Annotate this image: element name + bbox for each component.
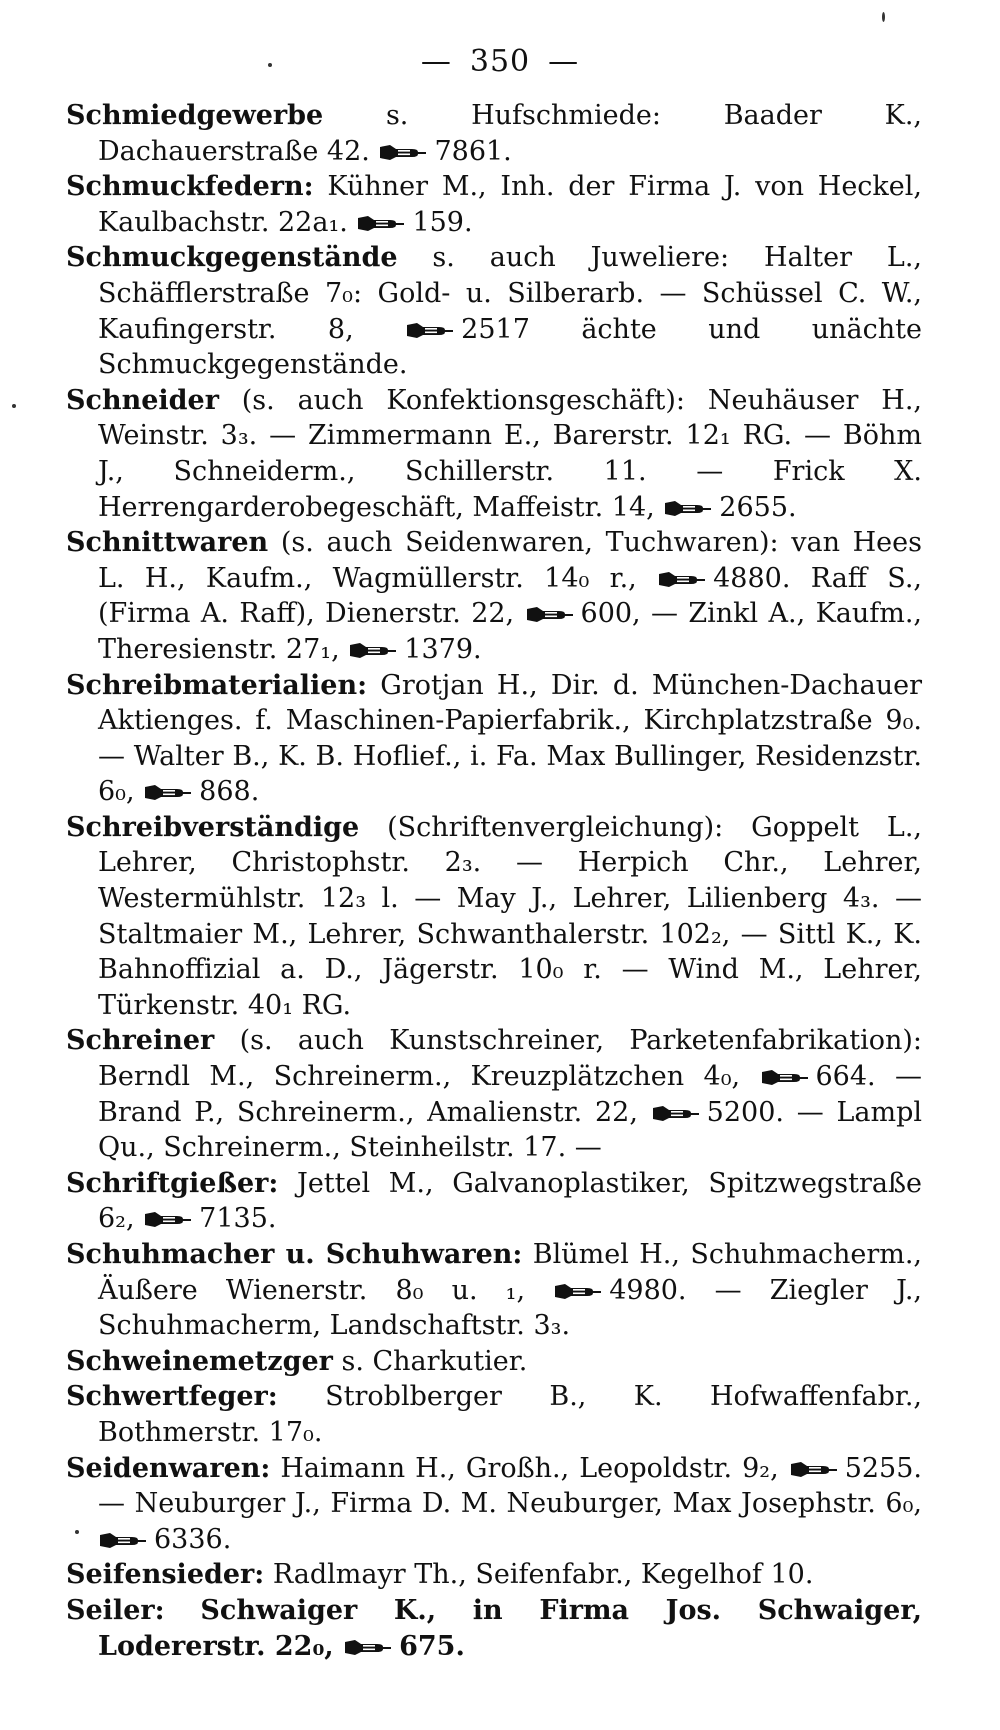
entry-text: 6336. — [154, 1523, 232, 1555]
entry-text: Radlmayr Th., Seifenfabr., Kegelhof 10. — [272, 1559, 814, 1591]
telephone-hand-icon — [553, 1280, 603, 1302]
entry-text: 4880. Raff S., (Firma A. Raff), Dienerstr. 22, — [98, 562, 923, 630]
entry-text: (Schriftenvergleichung): Goppelt L., Lehrer, Christophstr. 2₃. — Herpich Chr., Lehrer, Westermühlstr. 12₃ l. — May J., Lehrer, Lilienberg 4₃. — Staltmaier M., Lehrer, Schwanthalerstr. 102₂, — Sittl K., K. Bahnoffizial a. D., Jägerstr. 10₀ r. — Wind M., Lehrer, Türkenstr. 40₁ RG. — [98, 811, 922, 1021]
entry-heading: Schreibmaterialien: — [66, 669, 368, 701]
print-speck — [882, 12, 885, 22]
entry-text: 868. — [199, 776, 260, 808]
telephone-hand-icon — [143, 781, 193, 803]
entry-heading: Schnittwaren — [66, 527, 269, 559]
directory-entry — [66, 810, 922, 1024]
entry-heading: Schmiedgewerbe — [66, 100, 324, 131]
entry-text: Jettel M., Galvanoplastiker, Spitzwegstraße 6₂, — [98, 1167, 922, 1235]
entry-text: 675. — [399, 1630, 465, 1662]
entry-heading: Schreiner — [66, 1025, 215, 1057]
entry-heading: Schreibverständige — [66, 811, 360, 843]
page-number: 350 — [469, 44, 531, 79]
telephone-hand-icon — [663, 497, 713, 519]
entry-text: s. Charkutier. — [341, 1345, 528, 1377]
directory-entry — [66, 668, 922, 810]
telephone-hand-icon — [657, 568, 707, 590]
entry-heading: Seiler: — [66, 1594, 165, 1626]
entry-text: Kühner M., Inh. der Firma J. von Heckel, Kaulbachstr. 22a₁. — [98, 171, 922, 238]
directory-entry — [66, 1451, 922, 1558]
telephone-hand-icon — [343, 1636, 393, 1658]
entry-text: Grotjan H., Dir. d. München-Dachauer Aktienges. f. Maschinen-Papierfabrik., Kirchplatzstraße 9₀. — Walter B., K. B. Hoflief., i. Fa. Max Bullinger, Residenzstr. 6₀, — [98, 669, 922, 808]
entry-text: Blümel H., Schuhmacherm., Äußere Wienerstr. 8₀ u. ₁, — [98, 1239, 923, 1306]
print-speck — [268, 63, 272, 67]
entry-text: 5255. — Neuburger J., Firma D. M. Neuburger, Max Josephstr. 6₀, — [98, 1452, 922, 1520]
directory-entry — [66, 383, 922, 525]
entry-text: (s. auch Konfektionsgeschäft): Neuhäuser H., Weinstr. 3₃. — Zimmermann E., Barerstr. 12₁ RG. — Böhm J., Schneiderm., Schillerstr. 11. — Frick X. Herrengarderobegeschäft, Maffeistr. 14, — [98, 384, 922, 523]
directory-listing — [66, 98, 922, 1664]
entry-text: s. auch Juweliere: Halter L., Schäfflerstraße 7₀: Gold- u. Silberarb. — Schüssel C. W., Kaufingerstr. 8, — [98, 242, 922, 345]
directory-entry — [66, 1237, 922, 1344]
directory-entry — [66, 98, 922, 169]
directory-entry — [66, 169, 922, 240]
entry-text: 7135. — [199, 1203, 277, 1235]
directory-entry — [66, 1557, 922, 1593]
directory-entry — [66, 1023, 922, 1165]
entry-text: (s. auch Kunstschreiner, Parketenfabrikation): Berndl M., Schreinerm., Kreuzplätzchen 4₀, — [98, 1025, 922, 1093]
directory-entry — [66, 1593, 922, 1664]
directory-entry — [66, 525, 922, 667]
entry-text: Haimann H., Großh., Leopoldstr. 9₂, — [280, 1452, 789, 1484]
entry-heading: Schneider — [66, 384, 219, 416]
header-dash-right: — — [548, 44, 580, 79]
entry-heading: Schmuckgegenstände — [66, 242, 398, 274]
entry-heading: Schwertfeger: — [66, 1381, 278, 1413]
entry-heading: Schmuckfedern: — [66, 171, 314, 203]
directory-entry — [66, 1379, 922, 1450]
telephone-hand-icon — [525, 603, 575, 625]
header-dash-left: — — [420, 44, 452, 79]
entry-text: 2655. — [719, 491, 797, 523]
directory-entry — [66, 1166, 922, 1237]
entry-text: s. Hufschmiede: Baader K., Dachauerstraße 42. — [98, 100, 922, 167]
entry-text: 159. — [412, 206, 473, 238]
entry-heading: Schweinemetzger — [66, 1345, 333, 1377]
entry-text: 664. — Brand P., Schreinerm., Amalienstr. 22, — [98, 1061, 922, 1128]
entry-heading: Schriftgießer: — [66, 1167, 279, 1199]
entry-heading: Schuhmacher u. Schuhwaren: — [66, 1239, 523, 1270]
entry-text: 5200. — Lampl Qu., Schreinerm., Steinheilstr. 17. — — [98, 1096, 922, 1164]
entry-heading: Seidenwaren: — [66, 1452, 271, 1484]
entry-text: 7861. — [434, 135, 512, 167]
telephone-hand-icon — [378, 141, 428, 163]
directory-entry — [66, 240, 922, 382]
entry-heading: Seifensieder: — [66, 1559, 265, 1591]
telephone-hand-icon — [651, 1102, 701, 1124]
telephone-hand-icon — [348, 639, 398, 661]
print-speck — [12, 404, 16, 408]
entry-text: 4980. — Ziegler J., Schuhmacherm, Landschaftstr. 3₃. — [98, 1274, 922, 1342]
entry-text: Stroblberger B., K. Hofwaffenfabr., Bothmerstr. 17₀. — [98, 1381, 922, 1448]
directory-entry — [66, 1344, 922, 1380]
page-header — [0, 44, 1000, 79]
entry-text: 2517 ächte und unächte Schmuckgegenstände. — [98, 313, 922, 381]
telephone-hand-icon — [143, 1208, 193, 1230]
telephone-hand-icon — [789, 1458, 839, 1480]
entry-text: Schwaiger K., in Firma Jos. Schwaiger, Lodererstr. 22₀, — [98, 1594, 922, 1662]
entry-text: 600, — Zinkl A., Kaufm., Theresienstr. 27₁, — [98, 598, 922, 665]
telephone-hand-icon — [405, 319, 455, 341]
entry-text: (s. auch Seidenwaren, Tuchwaren): van Hees L. H., Kaufm., Wagmüllerstr. 14₀ r., — [98, 527, 922, 594]
telephone-hand-icon — [760, 1066, 810, 1088]
entry-text: 1379. — [404, 633, 482, 665]
telephone-hand-icon — [98, 1529, 148, 1551]
telephone-hand-icon — [356, 212, 406, 234]
